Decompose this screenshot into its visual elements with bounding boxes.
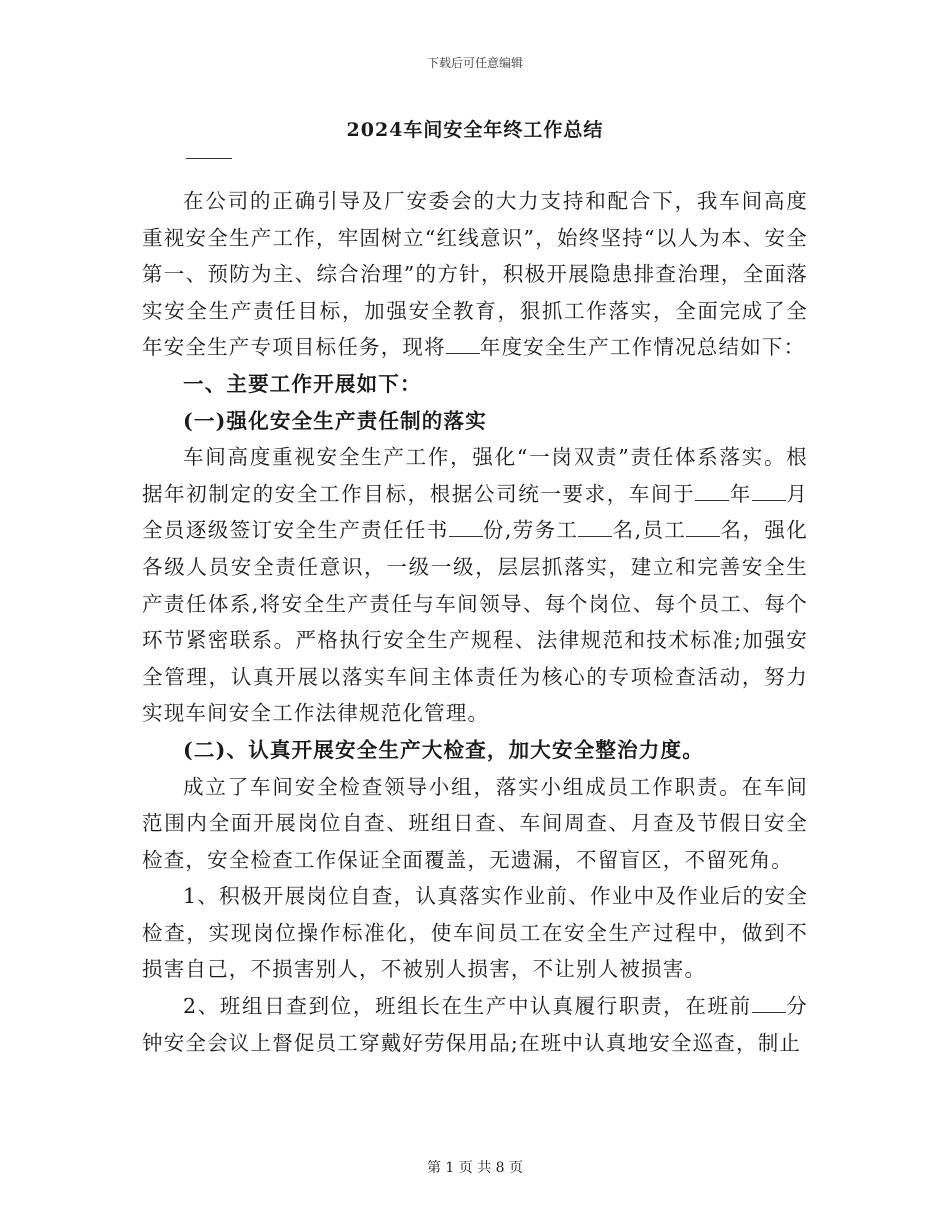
paragraph-post-self-check: 1、积极开展岗位自查，认真落实作业前、作业中及作业后的安全检查，实现岗位操作标准化，使车间员工在安全生产过程中，做到不损害自己，不损害别人，不被别人损害，不让别人被损害。 xyxy=(142,884,808,982)
fill-in-blank xyxy=(446,333,480,354)
fill-in-blank-line xyxy=(186,158,232,159)
document-title: 2024车间安全年终工作总结 xyxy=(346,119,604,141)
paragraph-intro: 在公司的正确引导及厂安委会的大力支持和配合下，我车间高度重视安全生产工作，牢固树立“红线意识”，始终坚持“以人为本、安全第一、预防为主、综合治理”的方针，积极开展隐患排查治理，全面落实安全生产责任目标，加强安全教育，狠抓工作落实，全面完成了全年安全生产专项目标任务，现将 年度安全生产工作情况总结如下： xyxy=(142,189,808,360)
paragraph-responsibility: 车间高度重视安全生产工作，强化“一岗双责”责任体系落实。根据年初制定的安全工作目标，根据公司统一要求，车间于 年 月全员逐级签订安全生产责任任书 份,劳务工 名,员工 名，强化各级人员安全责任意识，一级一级，层层抓落实，建立和完善安全生产责任体系,将安全生产责任与车间领导、每个岗位、每个员工、每个环节紧密联系。严格执行安全生产规程、法律规范和技术标准;加强安全管理，认真开展以落实车间主体责任为核心的专项检查活动，努力实现车间安全工作法律规范化管理。 xyxy=(142,445,809,726)
document-body xyxy=(142,183,808,1061)
subsection-heading-2: (二)、认真开展安全生产大检查，加大安全整治力度。 xyxy=(183,737,704,762)
paragraph-team-daily-check: 2、班组日查到位，班组长在生产中认真履行职责，在班前 分钟安全会议上督促员工穿戴好劳保用品;在班中认真地安全巡查，制止 xyxy=(142,994,808,1055)
fill-in-blank xyxy=(686,516,720,537)
subsection-heading-1: (一)强化安全生产责任制的落实 xyxy=(183,408,487,433)
paragraph-inspection-team: 成立了车间安全检查领导小组，落实小组成员工作职责。在车间范围内全面开展岗位自查、班组日查、车间周查、月查及节假日安全检查，安全检查工作保证全面覆盖，无遗漏，不留盲区，不留死角。 xyxy=(142,774,808,872)
header-note: 下载后可任意编辑 xyxy=(426,56,523,70)
fill-in-blank xyxy=(752,480,786,501)
fill-in-blank xyxy=(695,480,729,501)
section-heading-main: 一、主要工作开展如下： xyxy=(183,371,422,396)
fill-in-blank xyxy=(578,516,612,537)
fill-in-blank xyxy=(449,516,483,537)
page-indicator: 第 1 页 共 8 页 xyxy=(426,1160,524,1176)
fill-in-blank xyxy=(752,992,786,1013)
